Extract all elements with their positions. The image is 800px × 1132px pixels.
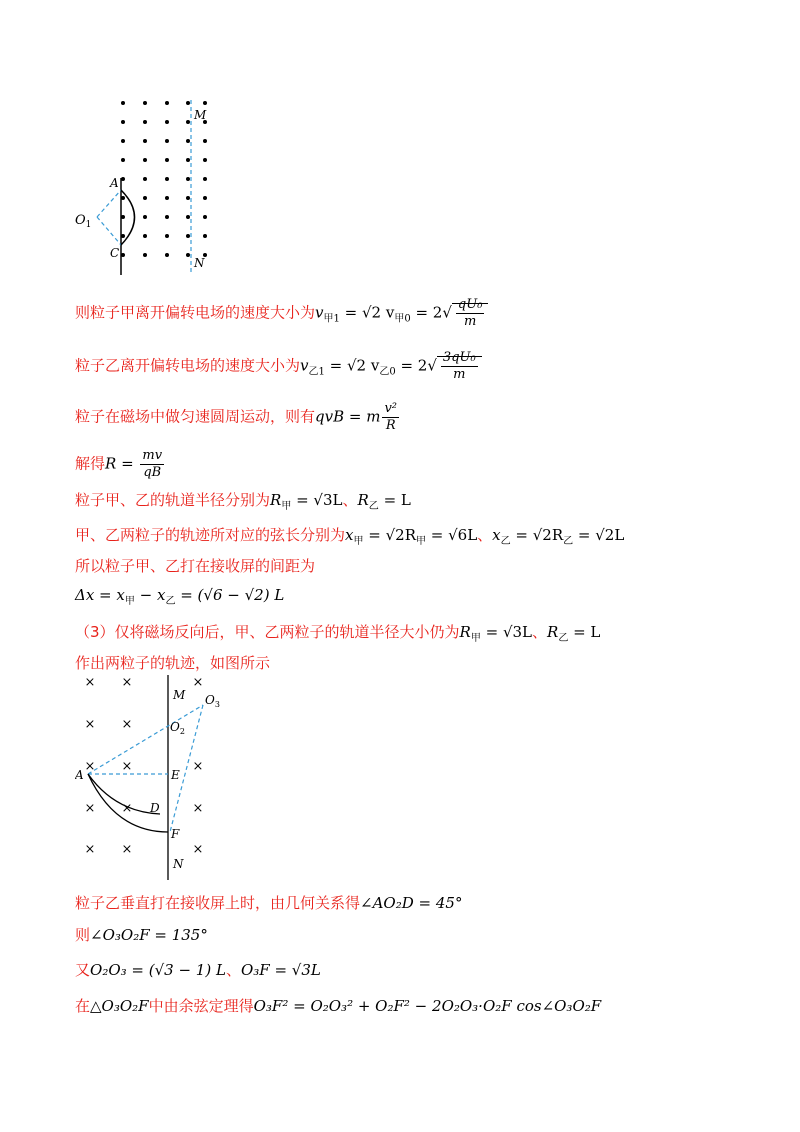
math-eq: = L: [568, 623, 601, 641]
text-zh: 则粒子甲离开偏转电场的速度大小为: [75, 303, 316, 322]
text-zh: 粒子乙离开偏转电场的速度大小为: [75, 356, 301, 375]
math-eq: = (√6 − √2) L: [175, 586, 285, 604]
math-sub: 乙: [500, 536, 511, 547]
math-eq: = L: [378, 491, 411, 509]
label-E: E: [171, 768, 180, 782]
line-14-cosine-law: [75, 996, 601, 1016]
math-var: R: [459, 623, 471, 641]
frac-num: mv: [142, 448, 163, 463]
math-var: R: [357, 491, 369, 509]
text-zh: （3）仅将磁场反向后，甲、乙两粒子的轨道半径大小仍为: [75, 623, 460, 641]
field-dot: [165, 120, 169, 124]
field-cross: ×: [84, 675, 96, 690]
label-D: D: [150, 801, 160, 815]
field-cross: ×: [84, 759, 96, 774]
math-sub: 乙: [563, 536, 574, 547]
line-10-draw-tracks: [75, 653, 270, 673]
field-cross: ×: [192, 759, 204, 774]
line-4-solve-R: [75, 448, 166, 481]
text-zh: 粒子甲、乙的轨道半径分别为: [75, 491, 271, 509]
separator: 、: [532, 623, 548, 641]
field-dot: [186, 253, 190, 257]
label-O3: $O_3$: [205, 693, 220, 709]
line-3-circular-motion: [75, 401, 401, 434]
math-var: R: [270, 491, 282, 509]
separator: 、: [342, 491, 358, 509]
text-zh: 所以粒子甲、乙打在接收屏的间距为: [75, 557, 316, 575]
math-eq: = √2 v: [324, 356, 380, 375]
label-C: C: [110, 246, 120, 260]
field-cross: ×: [84, 842, 96, 857]
math-eq: = 2: [395, 356, 428, 375]
line-6-chord-lengths: [75, 525, 624, 552]
field-dot: [186, 139, 190, 143]
field-dot: [186, 234, 190, 238]
math-eq: O₃F² = O₂O₃² + O₂F² − 2O₂O₃·O₂F cos∠O₃O₂F: [253, 997, 602, 1015]
label-M: M: [194, 108, 207, 122]
math-var: x: [345, 526, 354, 544]
label-M: M: [173, 688, 186, 702]
sqrt: √ $\frac{\text{3qU₀}}{m}$: [427, 350, 481, 383]
separator: 、: [225, 961, 241, 979]
math-eq: O₂O₃ = (√3 − 1) L: [90, 961, 226, 979]
line-7-spacing-intro: [75, 556, 315, 576]
text-zh: 解得: [75, 454, 106, 473]
line-2-yi-exit-speed: [75, 350, 482, 383]
text-zh: 粒子乙垂直打在接收屏上时，由几何关系得: [75, 894, 361, 912]
text-zh: 甲、乙两粒子的轨迹所对应的弦长分别为: [75, 526, 346, 544]
field-dot: [143, 253, 147, 257]
field-dot: [143, 196, 147, 200]
field-dot: [143, 177, 147, 181]
field-dot: [143, 101, 147, 105]
math-sub: 甲: [124, 596, 135, 607]
fraction: [140, 448, 164, 481]
field-dot: [143, 139, 147, 143]
math-sub: 乙0: [379, 366, 396, 378]
field-cross: ×: [121, 801, 133, 816]
text-zh: 作出两粒子的轨迹，如图所示: [75, 654, 271, 672]
line-9-part3: [75, 622, 600, 649]
text-zh: 中由余弦定理得: [148, 997, 254, 1015]
math-eq: = √2 v: [339, 303, 395, 322]
line-5-radii: [75, 490, 411, 517]
field-cross: ×: [121, 842, 133, 857]
field-dot: [165, 253, 169, 257]
label-N: N: [173, 857, 184, 871]
math-sub: 甲0: [394, 313, 411, 325]
math-eq: = √3L: [291, 491, 343, 509]
line-12-angle-135: [75, 925, 208, 945]
O1-C-dashed: [97, 217, 121, 245]
field-cross: ×: [84, 801, 96, 816]
field-dot: [165, 196, 169, 200]
math-eq: O₃F = √3L: [240, 961, 321, 979]
line-13-lengths: [75, 960, 321, 980]
field-dot: [143, 120, 147, 124]
A-O3-dashed: [88, 705, 203, 774]
separator: 、: [477, 526, 493, 544]
math-eq: ∠AO₂D = 45°: [360, 894, 463, 912]
field-dot: [186, 158, 190, 162]
field-dot: [203, 139, 207, 143]
math-eq: = √3L: [480, 623, 533, 641]
field-cross: ×: [84, 717, 96, 732]
label-F: F: [171, 827, 180, 841]
field-dot: [186, 196, 190, 200]
text-zh: 又: [75, 961, 91, 979]
math-sub: 乙: [165, 596, 176, 607]
line-11-angle-45: [75, 893, 462, 913]
line-1-jia-exit-speed: [75, 297, 488, 330]
math-sub: 甲: [415, 536, 426, 547]
field-dot: [165, 215, 169, 219]
field-dot: [121, 120, 125, 124]
frac-num: v²: [384, 401, 398, 416]
label-N: N: [194, 256, 205, 270]
math-eq: = 2: [410, 303, 443, 322]
math-sub: 甲1: [323, 313, 340, 325]
field-dot: [165, 234, 169, 238]
math-eq: Δx = x: [75, 586, 125, 604]
field-dot: [143, 215, 147, 219]
frac-num: qU₀: [457, 297, 483, 312]
field-dot: [186, 177, 190, 181]
field-dot: [121, 101, 125, 105]
field-dot: [143, 158, 147, 162]
math-eq: = √2R: [510, 526, 564, 544]
math-sub: 甲: [353, 536, 364, 547]
math-eq: − x: [134, 586, 166, 604]
frac-den: m: [453, 367, 466, 382]
sqrt: √ $\frac{\text{qU₀}}{m}$: [442, 297, 488, 330]
math-eq: ∠O₃O₂F = 135°: [90, 926, 208, 944]
math-eq: qvB = m: [315, 407, 381, 426]
frac-num: 3qU₀: [442, 350, 476, 365]
figure-2-reversed-field: [75, 672, 235, 887]
field-dot: [203, 177, 207, 181]
text-zh: 粒子在磁场中做匀速圆周运动，则有: [75, 407, 316, 426]
field-dot: [203, 234, 207, 238]
figure-1-magnetic-field-dots: [70, 95, 230, 280]
field-dot: [203, 196, 207, 200]
label-A: A: [75, 768, 84, 782]
math-sub: 乙: [368, 501, 379, 512]
field-dot: [203, 158, 207, 162]
field-dot: [165, 158, 169, 162]
field-dot: [165, 101, 169, 105]
text-zh: 则: [75, 926, 91, 944]
math-eq: = √2R: [363, 526, 416, 544]
field-dot: [203, 215, 207, 219]
math-var: v: [315, 303, 324, 322]
label-O1: $O_1$: [75, 213, 92, 230]
field-cross: ×: [192, 842, 204, 857]
math-sub: 甲: [281, 501, 292, 512]
math-var: x: [492, 526, 501, 544]
field-dot: [165, 177, 169, 181]
math-sub: 甲: [470, 633, 481, 644]
frac-den: m: [464, 314, 477, 329]
field-cross: ×: [192, 801, 204, 816]
field-cross: ×: [121, 675, 133, 690]
field-cross: ×: [121, 717, 133, 732]
field-dot: [121, 139, 125, 143]
field-dot: [121, 158, 125, 162]
text-zh: 在: [75, 997, 91, 1015]
label-O2: $O_2$: [170, 720, 185, 736]
field-dot: [203, 101, 207, 105]
label-A: A: [110, 176, 119, 190]
math-sub: 乙1: [308, 366, 325, 378]
O1-A-dashed: [97, 190, 121, 217]
field-cross: ×: [192, 675, 204, 690]
math-eq: △O₃O₂F: [90, 997, 149, 1015]
field-dot: [143, 234, 147, 238]
math-var: v: [300, 356, 309, 375]
field-dot: [186, 101, 190, 105]
field-dots-out-of-page: [121, 101, 207, 257]
math-eq: = √2L: [573, 526, 625, 544]
field-dot: [186, 215, 190, 219]
fraction: [382, 401, 399, 434]
math-sub: 乙: [558, 633, 569, 644]
frac-den: R: [385, 418, 396, 433]
math-eq: R =: [105, 454, 139, 473]
field-dot: [165, 139, 169, 143]
field-dot: [186, 120, 190, 124]
field-cross: ×: [121, 759, 133, 774]
line-8-delta-x: [75, 585, 284, 612]
math-var: R: [547, 623, 559, 641]
frac-den: qB: [143, 465, 162, 480]
math-eq: = √6L: [425, 526, 478, 544]
